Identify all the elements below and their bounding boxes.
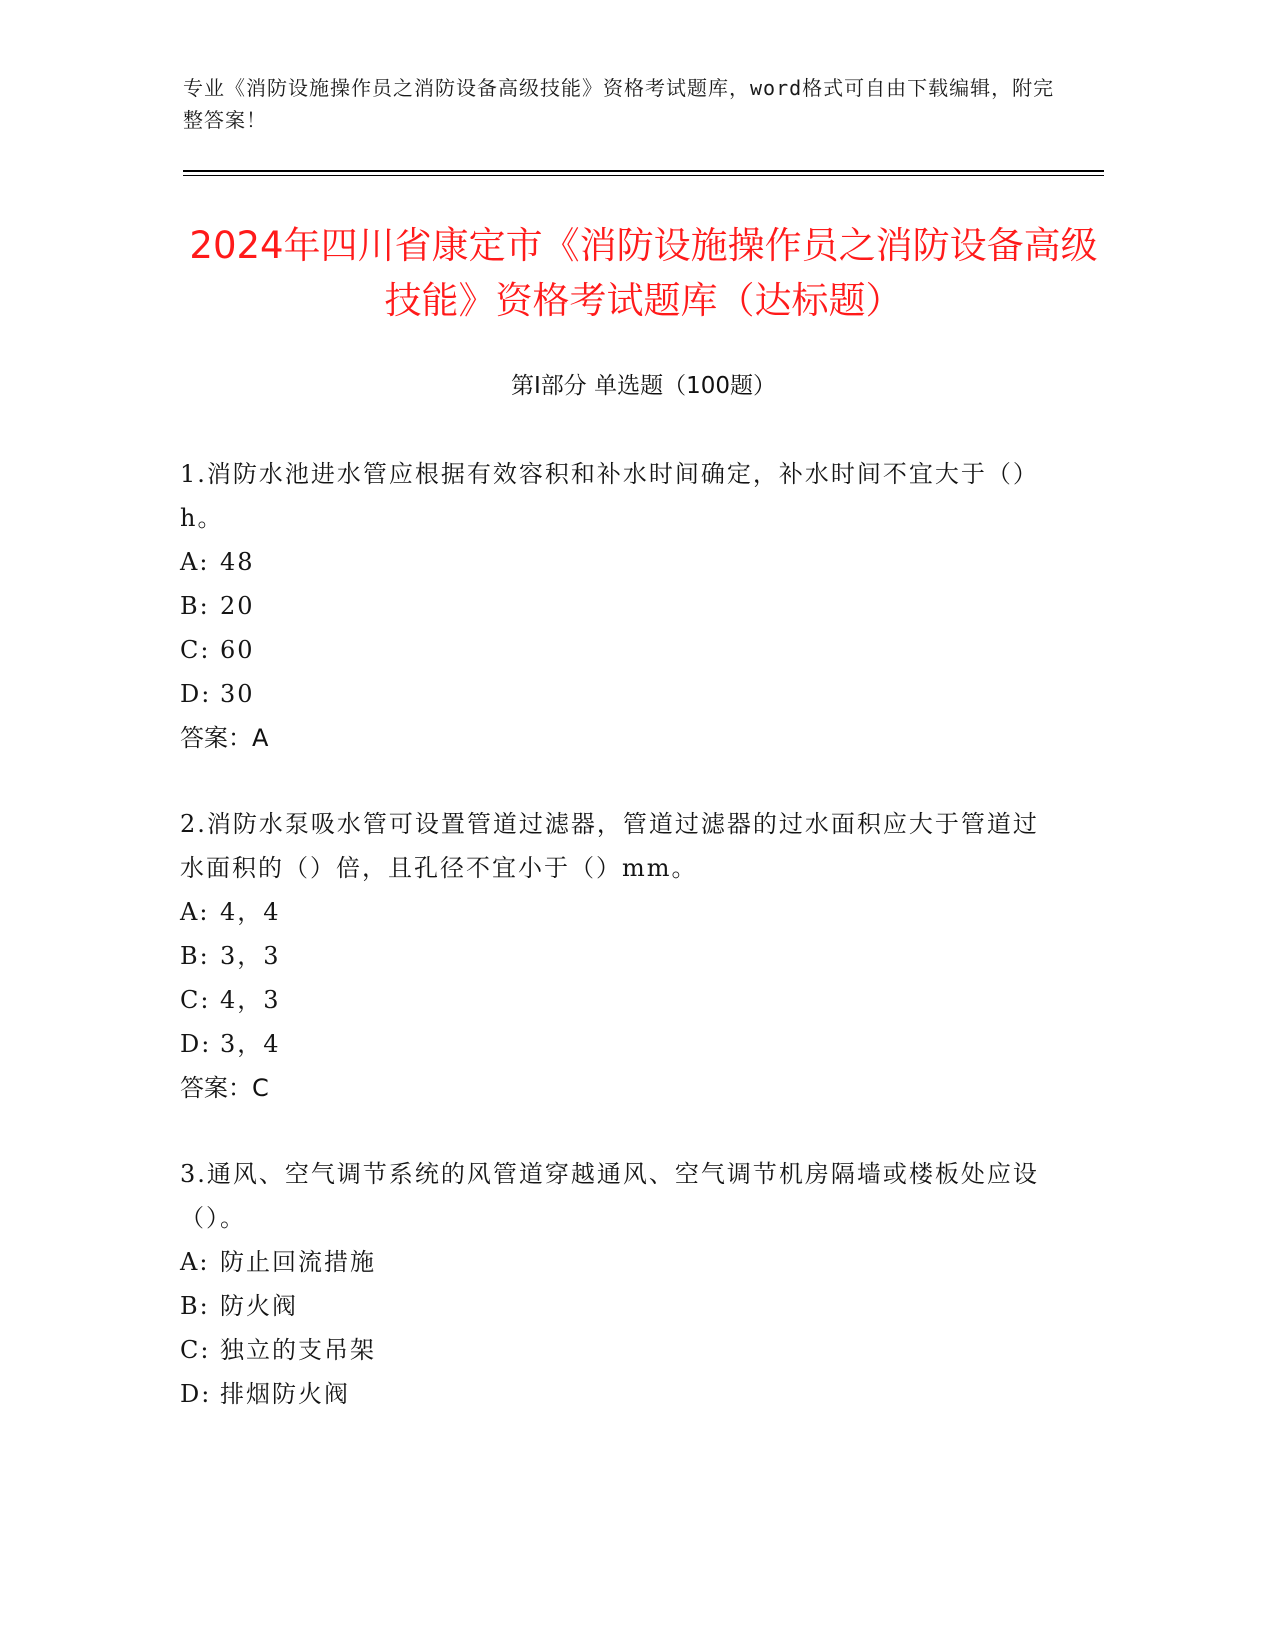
option-text: 4，3 xyxy=(220,986,281,1014)
option-d xyxy=(180,1372,1050,1416)
option-text: 20 xyxy=(220,592,255,620)
question-1 xyxy=(180,452,1050,760)
option-letter: C: xyxy=(180,986,211,1014)
question-stem: 3.通风、空气调节系统的风管道穿越通风、空气调节机房隔墙或楼板处应设（）。 xyxy=(180,1160,1039,1232)
option-text: 3，3 xyxy=(220,942,281,970)
header-divider-thin xyxy=(183,175,1104,176)
answer-line: 答案：C xyxy=(180,1074,269,1102)
question-3 xyxy=(180,1152,1050,1416)
option-c xyxy=(180,978,1050,1022)
option-letter: B: xyxy=(180,1292,210,1320)
option-letter: A: xyxy=(180,1248,210,1276)
option-letter: D: xyxy=(180,1380,212,1408)
option-letter: A: xyxy=(180,548,210,576)
option-a xyxy=(180,540,1050,584)
document-title: 2024年四川省康定市《消防设施操作员之消防设备高级技能》资格考试题库（达标题） xyxy=(189,224,1098,322)
answer-line: 答案：A xyxy=(180,724,269,752)
option-a xyxy=(180,1240,1050,1284)
option-d xyxy=(180,672,1050,716)
section-heading: 第Ⅰ部分 单选题（100题） xyxy=(511,373,776,399)
option-b xyxy=(180,934,1050,978)
header-note: 专业《消防设施操作员之消防设备高级技能》资格考试题库，word格式可自由下载编辑，附完整答案！ xyxy=(183,76,1055,132)
option-b xyxy=(180,584,1050,628)
option-letter: B: xyxy=(180,942,210,970)
option-letter: C: xyxy=(180,636,211,664)
option-d xyxy=(180,1022,1050,1066)
option-letter: A: xyxy=(180,898,210,926)
question-list xyxy=(180,452,1050,1458)
option-text: 4，4 xyxy=(220,898,281,926)
header-divider-thick xyxy=(183,170,1104,172)
option-c xyxy=(180,1328,1050,1372)
option-text: 独立的支吊架 xyxy=(220,1336,376,1364)
option-text: 60 xyxy=(220,636,255,664)
option-b xyxy=(180,1284,1050,1328)
option-text: 30 xyxy=(220,680,255,708)
question-stem: 2.消防水泵吸水管可设置管道过滤器，管道过滤器的过水面积应大于管道过水面积的（）倍，且孔径不宜小于（）mm。 xyxy=(180,810,1039,882)
option-text: 防止回流措施 xyxy=(220,1248,376,1276)
option-text: 防火阀 xyxy=(220,1292,298,1320)
option-letter: B: xyxy=(180,592,210,620)
option-c xyxy=(180,628,1050,672)
option-text: 3，4 xyxy=(220,1030,281,1058)
option-letter: D: xyxy=(180,1030,212,1058)
option-text: 48 xyxy=(220,548,255,576)
question-stem: 1.消防水池进水管应根据有效容积和补水时间确定，补水时间不宜大于（）h。 xyxy=(180,460,1039,532)
option-letter: C: xyxy=(180,1336,211,1364)
option-a xyxy=(180,890,1050,934)
option-text: 排烟防火阀 xyxy=(220,1380,350,1408)
question-2 xyxy=(180,802,1050,1110)
option-letter: D: xyxy=(180,680,212,708)
